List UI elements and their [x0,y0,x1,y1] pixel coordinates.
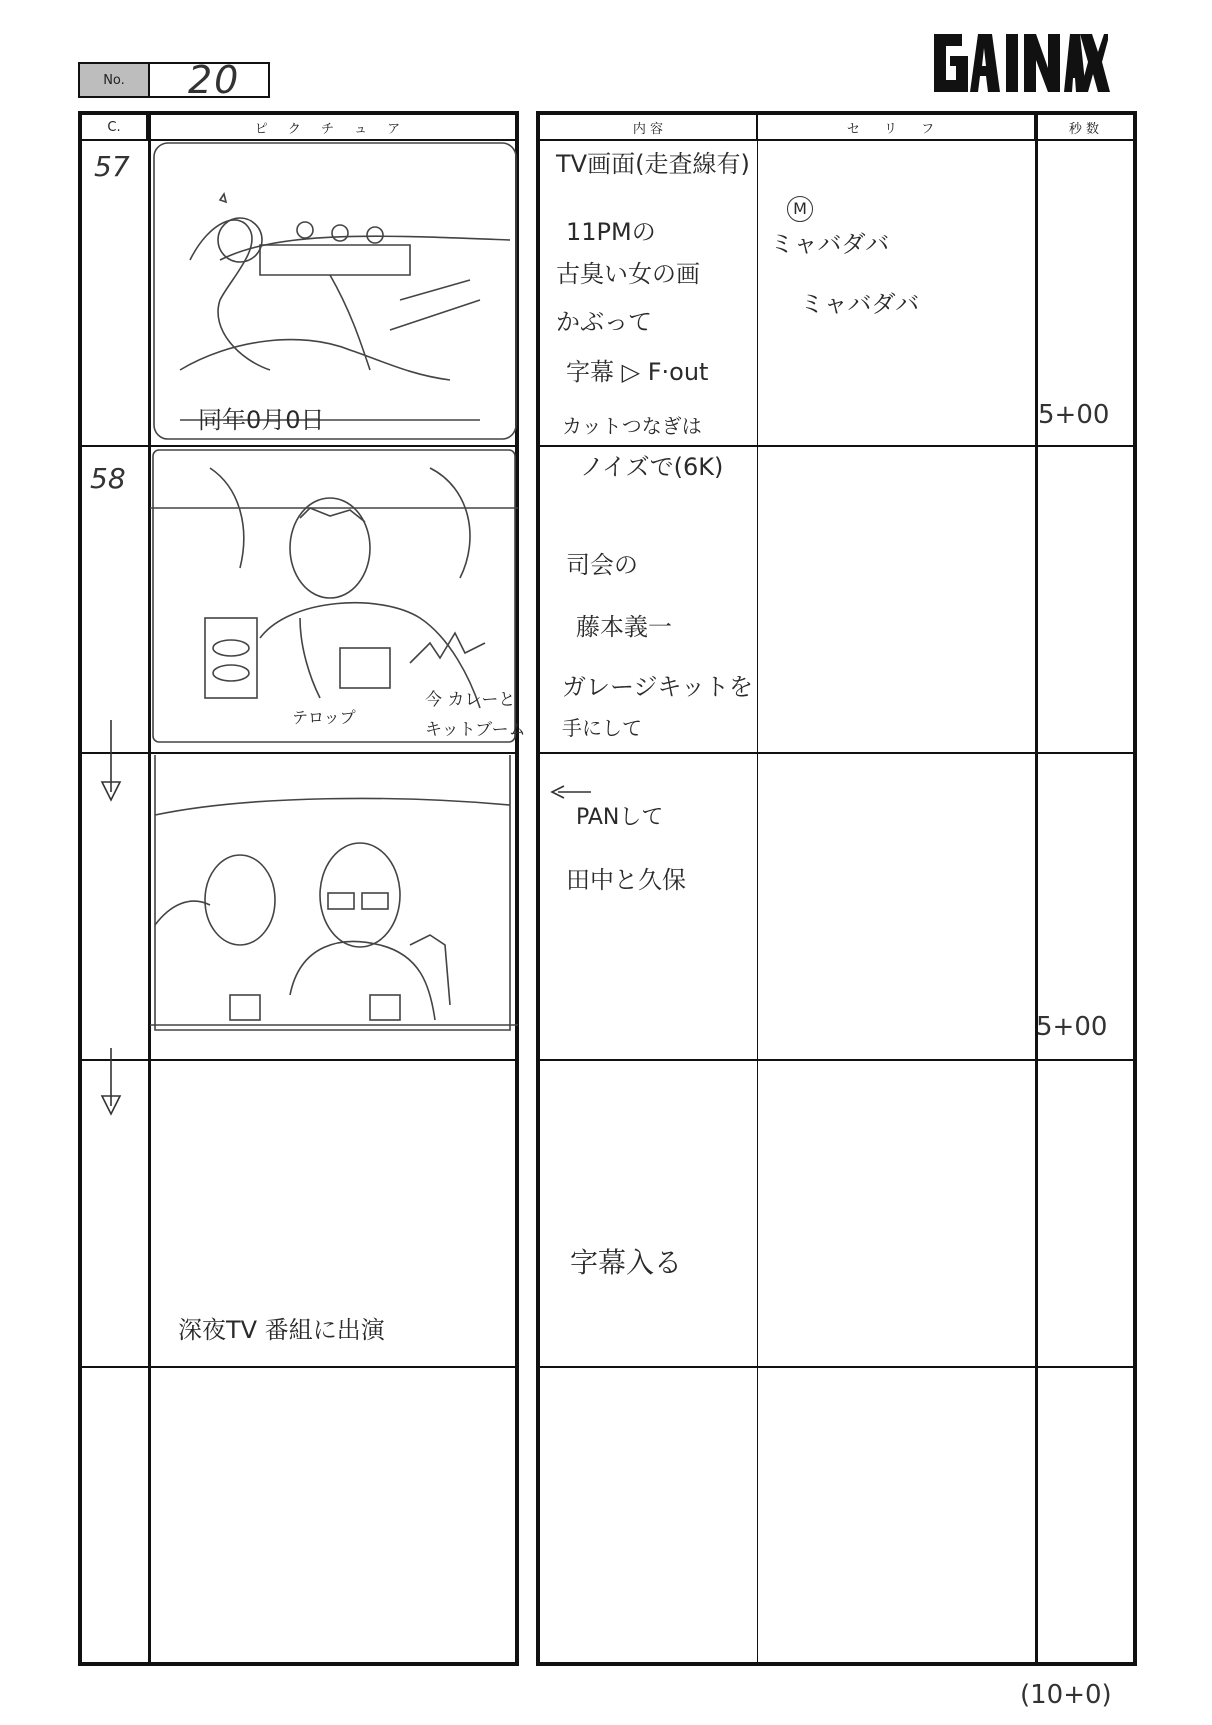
row-divider [82,1059,515,1061]
page-total-time: (10+0) [1020,1680,1112,1710]
row-divider [82,445,515,447]
gainax-logo [930,28,1110,98]
picture-frame-sketch [150,140,518,445]
row-divider [82,1366,515,1368]
content-line: ノイズで(6K) [580,453,724,481]
row-divider [540,1366,1133,1368]
picture-caption: テロップ [292,708,356,727]
row-divider [540,752,1133,754]
content-line: PANして [576,805,664,830]
picture-caption: 同年0月0日 [198,406,325,434]
dialogue-line: ミャバダバ [800,290,920,318]
content-line: 田中と久保 [566,866,686,894]
content-line: カットつなぎは [562,414,702,438]
picture-header: ピ ク チ ュ ア [148,115,515,141]
content-column-divider [757,115,758,1662]
seconds-header: 秒 数 [1035,115,1133,141]
sheet-number-label: No. [78,62,150,98]
cut-number: 57 [94,150,130,183]
content-line: 手にして [562,716,642,740]
dialogue-header: セ リ フ [757,115,1035,141]
content-line: 古臭い女の画 [556,260,700,288]
content-line: ガレージキットを [562,673,754,701]
content-line: 字幕入る [570,1246,683,1279]
picture-caption: キットブーム [425,720,526,740]
content-header: 内 容 [540,115,757,141]
seconds-value: 5+00 [1038,400,1110,430]
seconds-value: 5+00 [1036,1012,1108,1042]
continuation-arrow-icon [96,720,126,810]
music-mark: M [787,196,813,222]
content-line: 司会の [566,551,638,579]
seconds-column-divider [1035,115,1038,1662]
row-divider [82,752,515,754]
content-line: 字幕 ▷ F·out [566,358,709,386]
cut-header: C. [82,115,148,141]
content-line: 11PMの [566,218,656,246]
content-line: 藤本義一 [576,613,672,641]
row-divider [540,445,1133,447]
row-divider [540,1059,1133,1061]
sheet-number-value: 20 [188,58,241,102]
picture-caption: 深夜TV 番組に出演 [178,1316,385,1344]
content-line: かぶって [556,308,652,336]
continuation-arrow-icon [96,1048,126,1123]
cut-number: 58 [90,462,126,495]
picture-caption: 今 カレーと [425,690,516,710]
dialogue-line: ミャバダバ [770,230,890,258]
picture-frame-sketch [150,755,518,1038]
content-line: TV画面(走査線有) [556,150,750,178]
